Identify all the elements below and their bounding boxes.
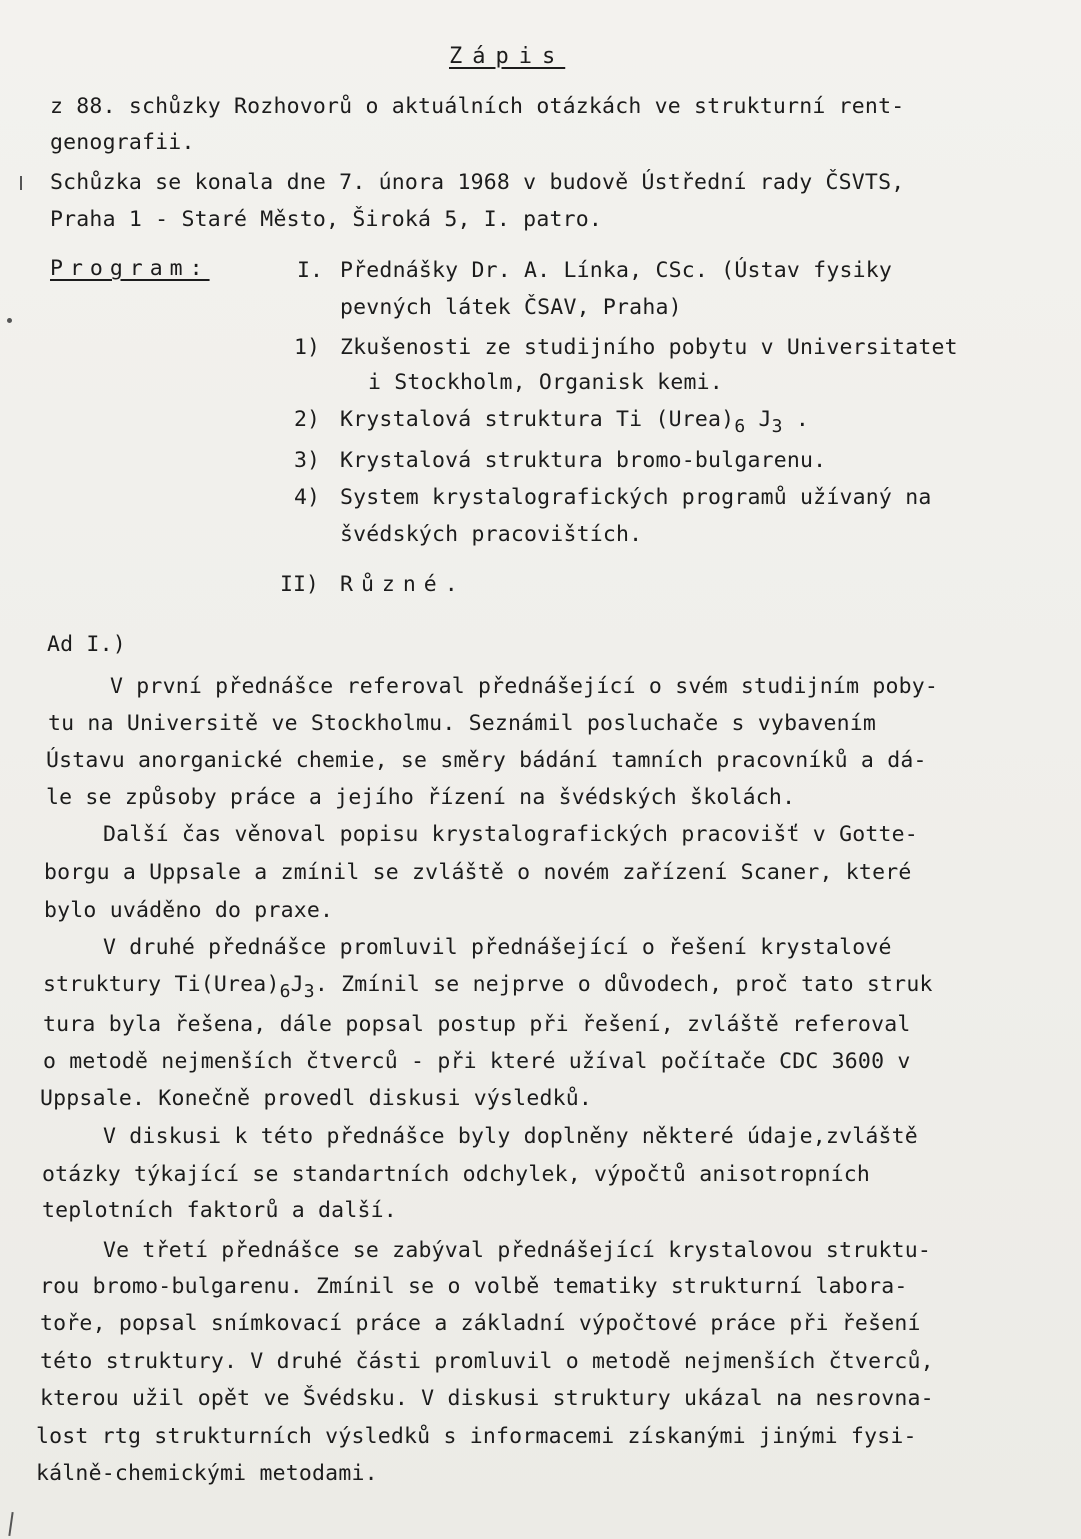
paragraph-line: o metodě nejmenších čtverců - při které užíval počítače CDC 3600 v (43, 1049, 911, 1074)
margin-mark (8, 1512, 13, 1536)
paragraph-line: lost rtg strukturních výsledků s informacemi získanými jinými fysi- (36, 1424, 917, 1449)
program-section-number: I. (297, 258, 323, 283)
document-title: Zápis (449, 44, 566, 69)
paragraph-line: Ve třetí přednášce se zabýval přednášející krystalovou struktu- (103, 1238, 932, 1263)
program-item-number: 2) (294, 407, 320, 432)
header-line: Praha 1 - Staré Město, Široká 5, I. patro. (50, 207, 603, 232)
margin-mark (20, 176, 22, 190)
subscript: 6 (734, 416, 746, 437)
paragraph-line: této struktury. V druhé části promluvil o metodě nejmenších čtverců, (40, 1349, 934, 1374)
paragraph-text: struktury Ti(Urea) (43, 972, 280, 997)
program-item-line: Krystalová struktura bromo-bulgarenu. (340, 448, 827, 473)
paragraph-line: kálně-chemickými metodami. (36, 1461, 378, 1486)
paragraph-line: Ústavu anorganické chemie, se směry bádání tamních pracovníků a dá- (46, 748, 927, 773)
program-section-line: Různé. (340, 572, 466, 597)
program-section-line: pevných látek ČSAV, Praha) (340, 295, 682, 320)
header-line: z 88. schůzky Rozhovorů o aktuálních otázkách ve strukturní rent- (50, 94, 905, 119)
program-item-line: i Stockholm, Organisk kemi. (368, 370, 723, 395)
paragraph-line: V první přednášce referoval přednášející o svém studijním poby- (110, 674, 939, 699)
paragraph-line: kterou užil opět ve Švédsku. V diskusi struktury ukázal na nesrovna- (40, 1386, 934, 1411)
paragraph-line: tura byla řešena, dále popsal postup při řešení, zvláště referoval (43, 1012, 911, 1037)
subscript: 6 (279, 981, 291, 1002)
paragraph-line: rou bromo-bulgarenu. Zmínil se o volbě tematiky strukturní labora- (40, 1274, 908, 1299)
program-item-line: System krystalografických programů užívaný na (340, 485, 932, 510)
paragraph-line: toře, popsal snímkovací práce a základní výpočtové práce při řešení (40, 1311, 921, 1336)
program-item-text: J (745, 407, 772, 432)
paragraph-line: tu na Universitě ve Stockholmu. Seznámil posluchače s vybavením (48, 711, 877, 736)
program-item-line: Zkušenosti ze studijního pobytu v Universitatet (340, 335, 958, 360)
paragraph-line (43, 970, 933, 1001)
paragraph-line: borgu a Uppsale a zmínil se zvláště o novém zařízení Scaner, které (44, 860, 912, 885)
program-item-line: švédských pracovištích. (340, 522, 643, 547)
program-section-line: Přednášky Dr. A. Línka, CSc. (Ústav fysiky (340, 258, 893, 283)
program-label: Program: (50, 256, 210, 281)
paragraph-text: J (290, 972, 304, 997)
paragraph-line: le se způsoby práce a jejího řízení na švédských školách. (46, 785, 796, 810)
program-section-number: II) (280, 572, 319, 597)
program-item-number: 4) (294, 485, 320, 510)
program-item-text: . (782, 407, 810, 432)
program-item-number: 1) (294, 335, 320, 360)
paragraph-line: V druhé přednášce promluvil přednášející o řešení krystalové (103, 935, 892, 960)
section-heading: Ad I.) (47, 632, 126, 657)
program-item-text: Krystalová struktura Ti (Urea) (340, 407, 735, 432)
paragraph-line: Uppsale. Konečně provedl diskusi výsledků. (40, 1086, 593, 1111)
paragraph-line: bylo uváděno do praxe. (44, 898, 334, 923)
paragraph-line: otázky týkající se standartních odchylek, výpočtů anisotropních (42, 1162, 871, 1187)
header-line: genografii. (50, 130, 195, 155)
paragraph-text: . Zmínil se nejprve o důvodech, proč tato struk (314, 972, 933, 997)
paragraph-line: teplotních faktorů a další. (42, 1198, 397, 1223)
paragraph-line: Další čas věnoval popisu krystalografických pracovišť v Gotte- (103, 822, 918, 847)
paragraph-line: V diskusi k této přednášce byly doplněny některé údaje,zvláště (103, 1124, 918, 1149)
subscript: 3 (771, 416, 783, 437)
program-item-number: 3) (294, 448, 320, 473)
subscript: 3 (303, 981, 315, 1002)
header-line: Schůzka se konala dne 7. února 1968 v budově Ústřední rady ČSVTS, (50, 170, 905, 195)
margin-dot (7, 318, 12, 323)
program-item-line (340, 405, 809, 436)
